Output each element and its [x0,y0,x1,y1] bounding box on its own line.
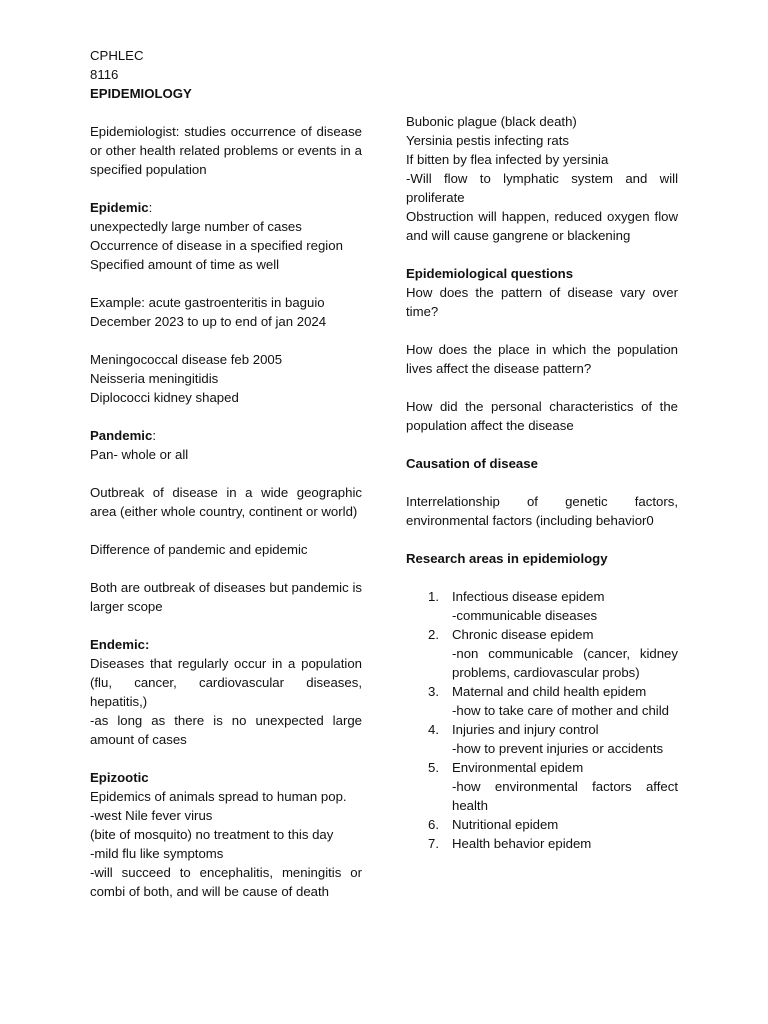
epidemic-colon: : [148,200,153,215]
list-item [406,682,678,720]
document-title: EPIDEMIOLOGY [90,86,192,101]
epizootic-line: Epidemics of animals spread to human pop. [90,789,347,804]
both-text: Both are outbreak of diseases but pandemic is larger scope [90,580,362,614]
epizootic-last: -will succeed to encephalitis, meningitis or combi of both, and will be cause of death [90,865,362,899]
list-item [406,834,678,853]
endemic-note: -as long as there is no unexpected large amount of cases [90,713,362,747]
outbreak-text: Outbreak of disease in a wide geographic area (either whole country, continent or world) [90,485,362,519]
plague-flow: -Will flow to lymphatic system and will proliferate [406,171,678,205]
epizootic-heading: Epizootic [90,770,149,785]
list-item [406,758,678,815]
causation-heading: Causation of disease [406,456,538,471]
pandemic-heading-line [90,426,362,445]
list-item-sub: -how environmental factors affect health [452,779,678,813]
example-line: December 2023 to up to end of jan 2024 [90,314,327,329]
plague-obstruction: Obstruction will happen, reduced oxygen flow and will cause gangrene or blackening [406,209,678,243]
list-item-sub: -communicable diseases [452,608,598,623]
epizootic-line: -west Nile fever virus [90,808,213,823]
endemic-text: Diseases that regularly occur in a population (flu, cancer, cardiovascular diseases, hepatitis,) [90,656,362,709]
plague-line: Bubonic plague (black death) [406,114,577,129]
plague-line: If bitten by flea infected by yersinia [406,152,609,167]
left-column [90,46,362,901]
list-item [406,815,678,834]
meningococcal-line: Diplococci kidney shaped [90,390,239,405]
list-item [406,625,678,682]
list-item-label: Environmental epidem [452,760,584,775]
list-item-sub: -how to prevent injuries or accidents [452,741,664,756]
list-item-label: Injuries and injury control [452,722,599,737]
questions-heading: Epidemiological questions [406,266,574,281]
list-item-number: 1. [428,589,439,604]
pandemic-colon: : [152,428,156,443]
epidemic-heading: Epidemic [90,200,149,215]
pandemic-line: Pan- whole or all [90,447,189,462]
example-line: Example: acute gastroenteritis in baguio [90,295,325,310]
course-code: 8116 [90,67,119,82]
difference-text: Difference of pandemic and epidemic [90,542,308,557]
meningococcal-line: Meningococcal disease feb 2005 [90,352,283,367]
causation-text: Interrelationship of genetic factors, environmental factors (including behavior0 [406,494,678,528]
list-item-label: Health behavior epidem [452,836,592,851]
list-item-number: 3. [428,684,439,699]
list-item [406,720,678,758]
list-item-sub: -non communicable (cancer, kidney problems, cardiovascular probs) [452,646,678,680]
research-heading: Research areas in epidemiology [406,551,608,566]
meningococcal-line: Neisseria meningitidis [90,371,219,386]
epidemic-line: unexpectedly large number of cases [90,219,302,234]
list-item [406,587,678,625]
epidemic-line: Specified amount of time as well [90,257,280,272]
course-name: CPHLEC [90,48,144,63]
list-item-label: Infectious disease epidem [452,589,605,604]
research-list [406,587,678,853]
endemic-heading: Endemic: [90,637,150,652]
epizootic-line: (bite of mosquito) no treatment to this day [90,827,334,842]
question-1: How does the pattern of disease vary over time? [406,285,678,319]
question-2: How does the place in which the population lives affect the disease pattern? [406,342,678,376]
list-item-label: Nutritional epidem [452,817,559,832]
question-3: How did the personal characteristics of the population affect the disease [406,399,678,433]
epidemiologist-definition: Epidemiologist: studies occurrence of disease or other health related problems or events in a specified population [90,124,362,177]
list-item-number: 2. [428,627,439,642]
epizootic-line: -mild flu like symptoms [90,846,224,861]
list-item-label: Maternal and child health epidem [452,684,647,699]
list-item-label: Chronic disease epidem [452,627,594,642]
list-item-sub: -how to take care of mother and child [452,703,669,718]
list-item-number: 6. [428,817,439,832]
list-item-number: 4. [428,722,439,737]
plague-line: Yersinia pestis infecting rats [406,133,569,148]
list-item-number: 7. [428,836,439,851]
epidemic-line: Occurrence of disease in a specified region [90,238,343,253]
epidemic-heading-line [90,198,362,217]
right-column [406,112,678,853]
pandemic-heading: Pandemic [90,428,153,443]
list-item-number: 5. [428,760,439,775]
